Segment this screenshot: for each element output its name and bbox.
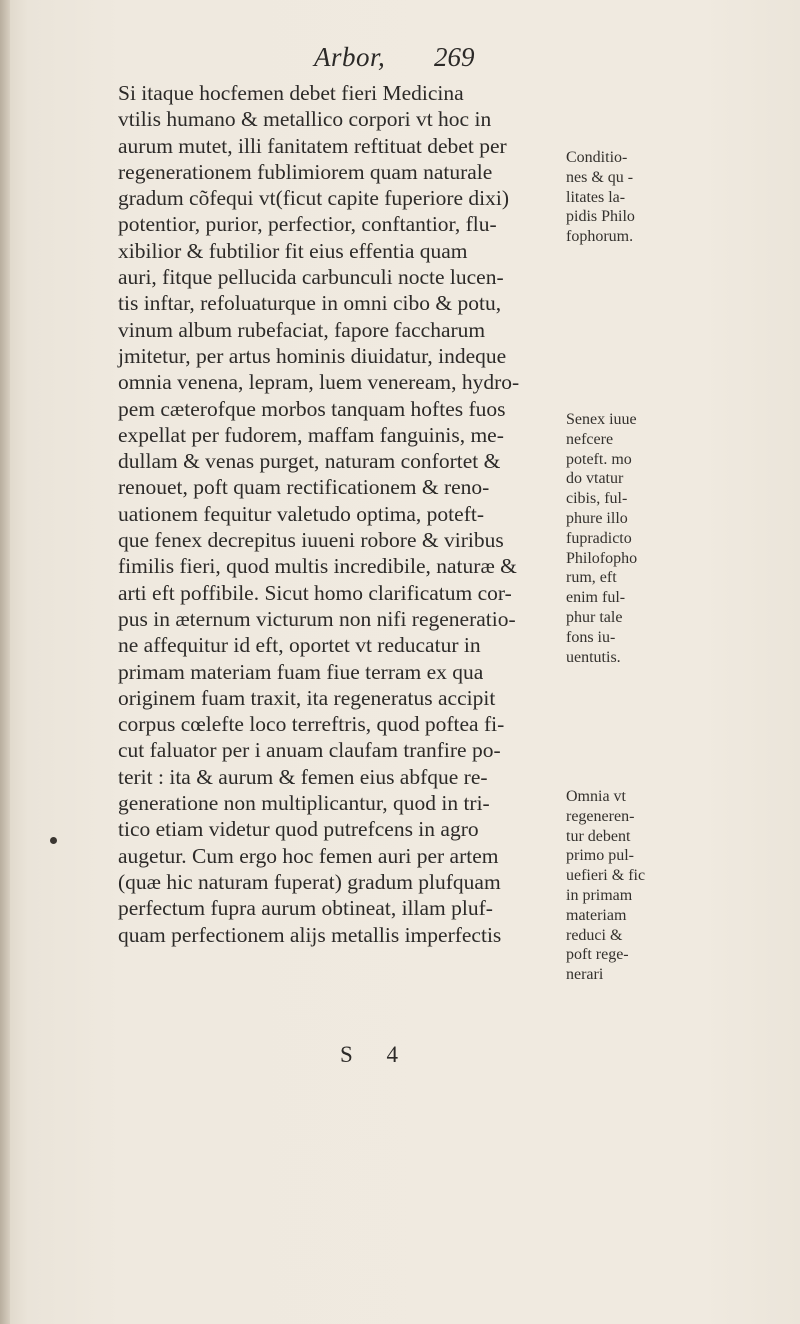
margin-line: fophorum.	[566, 228, 634, 246]
text-line: terit : ita & aurum & femen eius abfque re-	[118, 764, 488, 789]
margin-line: rum, eft	[566, 569, 617, 587]
margin-line: reduci &	[566, 926, 623, 944]
margin-line: tur debent	[566, 827, 631, 845]
margin-line: in primam	[566, 886, 633, 904]
margin-line: nes & qu -	[566, 168, 634, 186]
page-number: 269	[434, 42, 475, 72]
margin-line: pidis Philo	[566, 208, 635, 226]
margin-note-omnia	[566, 787, 716, 985]
margin-line: Omnia vt	[566, 788, 626, 805]
text-line: fimilis fieri, quod multis incredibile, naturæ &	[118, 554, 517, 579]
text-line: jmitetur, per artus hominis diuidatur, indeque	[118, 343, 507, 368]
text-line: generatione non multiplicantur, quod in tri-	[118, 791, 490, 816]
text-line: que fenex decrepitus iuueni robore & viribus	[118, 528, 504, 553]
margin-line: phure illo	[566, 509, 628, 527]
main-text-block	[118, 80, 550, 948]
margin-note-senex	[566, 410, 716, 667]
text-line: renouet, poft quam rectificationem & reno-	[118, 475, 490, 500]
text-line: gradum cõfequi vt(ficut capite fuperiore dixi)	[118, 186, 510, 211]
margin-line: materiam	[566, 906, 627, 924]
text-line: potentior, purior, perfectior, conftantior, flu-	[118, 212, 497, 237]
text-line: (quæ hic naturam fuperat) gradum plufquam	[118, 869, 501, 894]
margin-line: fupradicto	[566, 529, 632, 547]
margin-line: poft rege-	[566, 946, 629, 964]
text-line: expellat per fudorem, maffam fanguinis, me-	[118, 422, 504, 447]
margin-line: poteft. mo	[566, 450, 632, 468]
margin-line: fons iu-	[566, 628, 616, 646]
text-line: Si itaque hocfemen debet fieri Medicina	[118, 81, 464, 105]
margin-line: nerari	[566, 966, 604, 984]
text-line: pem cæterofque morbos tanquam hoftes fuos	[118, 396, 506, 421]
text-line: regenerationem fublimiorem quam naturale	[118, 159, 493, 184]
text-line: xibilior & fubtilior fit eius effentia quam	[118, 238, 468, 263]
text-line: corpus cœlefte loco terreftris, quod poftea fi-	[118, 712, 505, 737]
text-line: aurum mutet, illi fanitatem reftituat debet per	[118, 133, 507, 158]
margin-line: uentutis.	[566, 648, 621, 666]
margin-line: enim ful-	[566, 589, 626, 607]
signature-mark: S 4	[340, 1042, 413, 1067]
margin-line: regeneren-	[566, 807, 635, 825]
text-line: auri, fitque pellucida carbunculi nocte lucen-	[118, 265, 504, 290]
text-line: primam materiam fuam fiue terram ex qua	[118, 659, 484, 684]
text-line: ne affequitur id eft, oportet vt reducatur in	[118, 633, 481, 658]
text-line: uationem fequitur valetudo optima, poteft-	[118, 501, 484, 526]
ink-dot	[50, 837, 57, 844]
page-header	[0, 42, 800, 82]
margin-line: uefieri & fic	[566, 867, 646, 885]
margin-line: Conditio-	[566, 149, 628, 166]
margin-line: litates la-	[566, 188, 626, 206]
margin-line: do vtatur	[566, 470, 624, 488]
text-line: vtilis humano & metallico corpori vt hoc in	[118, 107, 492, 132]
text-line: dullam & venas purget, naturam confortet &	[118, 449, 501, 474]
text-line: omnia venena, lepram, luem veneream, hydro-	[118, 370, 520, 395]
text-line: originem fuam traxit, ita regeneratus accipit	[118, 685, 496, 710]
margin-line: nefcere	[566, 430, 614, 448]
text-line: cut faluator per i anuam claufam tranfire po-	[118, 738, 501, 763]
text-line: perfectum fupra aurum obtineat, illam pluf-	[118, 896, 493, 921]
text-line: tis inftar, refoluaturque in omni cibo & potu,	[118, 291, 502, 316]
text-line: arti eft poffibile. Sicut homo clarificatum cor-	[118, 580, 512, 605]
running-head: Arbor,	[314, 42, 386, 72]
margin-line: Senex iuue	[566, 411, 637, 428]
margin-line: cibis, ful-	[566, 490, 628, 508]
text-line: pus in æternum victurum non nifi regeneratio-	[118, 606, 516, 631]
text-line: quam perfectionem alijs metallis imperfectis	[118, 922, 502, 947]
text-line: tico etiam videtur quod putrefcens in agro	[118, 817, 479, 842]
text-line: augetur. Cum ergo hoc femen auri per artem	[118, 843, 499, 868]
text-line: vinum album rubefaciat, fapore faccharum	[118, 317, 486, 342]
page-gutter	[0, 0, 10, 1324]
margin-line: phur tale	[566, 608, 623, 626]
margin-line: Philofopho	[566, 549, 638, 567]
margin-line: primo pul-	[566, 847, 634, 865]
margin-note-conditiones	[566, 148, 716, 247]
